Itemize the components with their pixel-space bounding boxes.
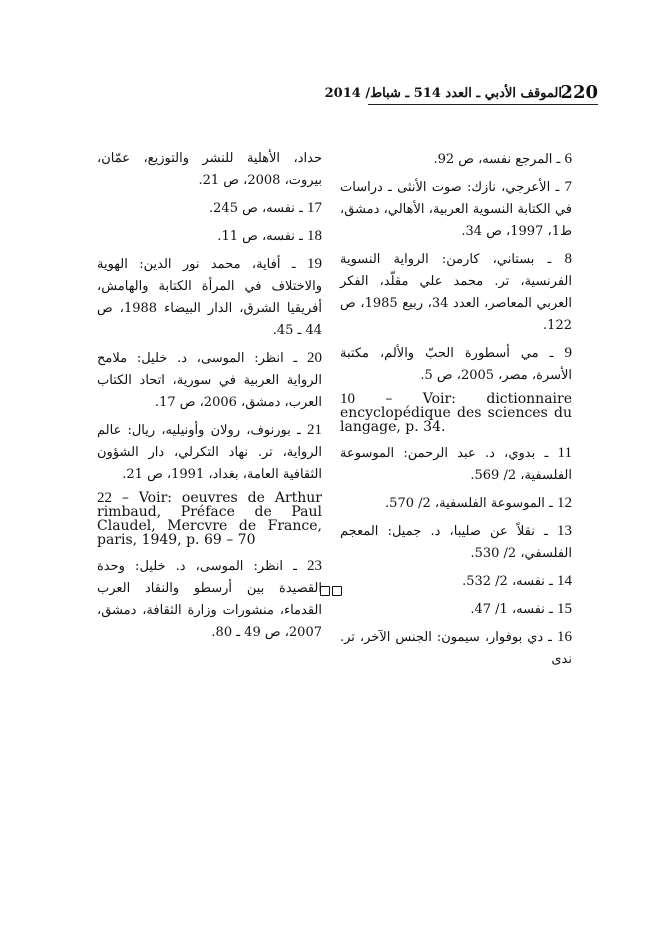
- footnote-number: 20: [307, 350, 322, 366]
- footnote-text: ـ دي بوفوار، سيمون: الجنس الآخر، تر. ندى: [340, 630, 572, 667]
- footnote: [340, 442, 572, 487]
- footnote: [97, 148, 322, 192]
- footnote-text: ـ أفاية، محمد نور الدين: الهوية والاختلاف في المرأة الكتابة والهامش، أفريقيا الشرق، الدار البيضاء 1988، ص 44 ـ 45.: [97, 257, 322, 338]
- footnote-text: ـ انظر: الموسى، د. خليل: وحدة القصيدة بين أرسطو والنقاد العرب القدماء، منشورات وزارة الثقافة، دمشق، 2007، ص 49 ـ 80.: [97, 559, 322, 640]
- footnote-text: ـ نفسه، ص 245.: [209, 201, 307, 216]
- footnote-text: ـ مي أسطورة الحبّ والألم، مكتبة الأسرة، مصر، 2005، ص 5.: [340, 346, 572, 383]
- footnote-text: ـ بورنوف، رولان وأونيليه، ريال: عالم الرواية، تر. نهاد التكرلي، دار الشؤون الثقافية العامة، بغداد، 1991، ص 21.: [97, 423, 322, 482]
- footnote-text: ـ المرجع نفسه، ص 92.: [433, 152, 565, 167]
- end-of-article-mark: [320, 586, 342, 596]
- footnote: [340, 520, 572, 565]
- footnote-number: 22: [97, 490, 112, 506]
- footnote: [340, 570, 572, 593]
- footnote-text: – Voir: dictionnaire encyclopédique des sciences du langage, p. 34.: [340, 391, 572, 435]
- footnote-number: 12: [557, 495, 572, 511]
- journal-title: الموقف الأدبي ـ العدد 514 ـ شباط/ 2014: [324, 86, 562, 101]
- footnote-text: ـ الموسوعة الفلسفية، 2/ 570.: [385, 496, 557, 511]
- footnote-text: ـ بدوي، د. عبد الرحمن: الموسوعة الفلسفية، 2/ 569.: [340, 446, 572, 483]
- footnote-number: 8: [564, 251, 572, 267]
- footnote: [340, 342, 572, 387]
- right-column: [340, 148, 572, 676]
- footnote: [97, 197, 322, 220]
- footnote-text: – Voir: oeuvres de Arthur rimbaud, Préface de Paul Claudel, Mercvre de France, paris, 1949, p. 69 – 70: [97, 490, 322, 548]
- footnote-number: 7: [564, 179, 572, 195]
- footnote: [340, 248, 572, 337]
- footnote-number: 18: [307, 228, 322, 244]
- footnote: [340, 148, 572, 171]
- footnote-number: 19: [307, 256, 322, 272]
- end-square-icon: [332, 586, 342, 596]
- footnote-number: 14: [557, 573, 572, 589]
- footnote: [97, 555, 322, 644]
- footnote-number: 13: [557, 523, 572, 539]
- footnote-number: 15: [557, 601, 572, 617]
- footnote-number: 10: [340, 391, 355, 407]
- footnote: [340, 598, 572, 621]
- footnote-number: 6: [564, 151, 572, 167]
- page-number: 220: [560, 82, 598, 103]
- footnote: [340, 176, 572, 243]
- header-rule: [368, 104, 598, 105]
- footnote-text: ـ نفسه، 2/ 532.: [462, 574, 557, 589]
- footnote-text: ـ الأعرجي، نازك: صوت الأنثى ـ دراسات في الكتابة النسوية العربية، الأهالي، دمشق، ط1، 1997، ص 34.: [340, 180, 572, 239]
- footnote-text: ـ انظر: الموسى، د. خليل: ملامح الرواية العربية في سورية، اتحاد الكتاب العرب، دمشق، 2006، ص 17.: [97, 351, 322, 410]
- footnote: [97, 225, 322, 248]
- footnote: [340, 626, 572, 671]
- end-square-icon: [320, 586, 330, 596]
- footnote: [97, 491, 322, 547]
- footnote: [97, 347, 322, 414]
- footnote-number: 9: [564, 345, 572, 361]
- footnote: [97, 253, 322, 342]
- footnote: [340, 492, 572, 515]
- footnote-number: 11: [557, 445, 572, 461]
- footnote-number: 21: [307, 422, 322, 438]
- footnote: [97, 419, 322, 486]
- footnote-number: 16: [557, 629, 572, 645]
- footnote-text: ـ بستاني، كارمن: الرواية النسوية الفرنسية، تر. محمد علي مقلّد، الفكر العربي المعاصر، العدد 34، ربيع 1985، ص 122.: [340, 252, 572, 333]
- footnote: [340, 392, 572, 434]
- left-column: [97, 148, 322, 649]
- footnote-text: ـ نفسه، 1/ 47.: [470, 602, 557, 617]
- footnote-text: ـ نفسه، ص 11.: [217, 229, 307, 244]
- footnote-text: حداد، الأهلية للنشر والتوزيع، عمّان، بيروت، 2008، ص 21.: [97, 151, 322, 188]
- footnote-number: 23: [307, 558, 322, 574]
- footnote-text: ـ نقلاً عن صليبا، د. جميل: المعجم الفلسفي، 2/ 530.: [340, 524, 572, 561]
- footnote-number: 17: [307, 200, 322, 216]
